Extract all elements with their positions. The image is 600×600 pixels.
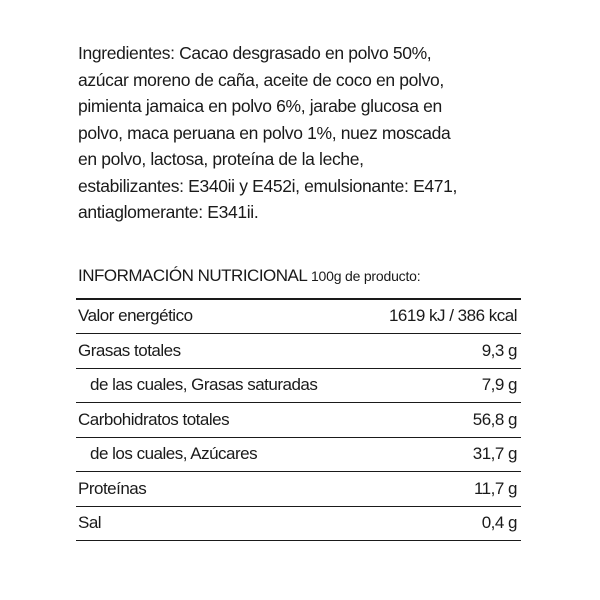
row-total-fat <box>76 334 521 369</box>
row-label: Valor energético <box>78 306 193 326</box>
row-label: de los cuales, Azúcares <box>90 444 258 464</box>
row-protein <box>76 472 521 507</box>
row-label: Sal <box>78 513 102 533</box>
row-carbohydrates <box>76 403 521 438</box>
row-label: Carbohidratos totales <box>78 409 230 429</box>
row-label: de las cuales, Grasas saturadas <box>90 375 318 395</box>
row-sugars <box>76 438 521 473</box>
nutrition-subtitle: 100g de producto: <box>310 268 421 284</box>
nutrition-heading <box>78 266 420 286</box>
nutrition-table <box>76 298 521 541</box>
row-value: 0,4 g <box>481 513 517 533</box>
row-value: 11,7 g <box>473 478 517 498</box>
row-salt <box>76 507 521 542</box>
row-value: 56,8 g <box>472 409 517 429</box>
ingredients-text: Ingredientes: Cacao desgrasado en polvo 50%, azúcar moreno de caña, aceite de coco en polvo, pimienta jamaica en polvo 6%, jarabe glucosa en polvo, maca peruana en polvo 1%, nuez moscada en polvo, lactosa, proteína de la leche, estabilizantes: E340ii y E452i, emulsionante: E471, antiaglomerante: E341ii. <box>78 43 458 222</box>
row-value: 31,7 g <box>472 444 517 464</box>
row-saturated-fat <box>76 369 521 404</box>
row-label: Proteínas <box>78 478 147 498</box>
nutrition-title: INFORMACIÓN NUTRICIONAL <box>78 266 307 285</box>
row-energy <box>76 300 521 335</box>
row-label: Grasas totales <box>78 340 181 360</box>
row-value: 7,9 g <box>481 375 517 395</box>
row-value: 1619 kJ / 386 kcal <box>388 306 517 326</box>
row-value: 9,3 g <box>481 340 517 360</box>
